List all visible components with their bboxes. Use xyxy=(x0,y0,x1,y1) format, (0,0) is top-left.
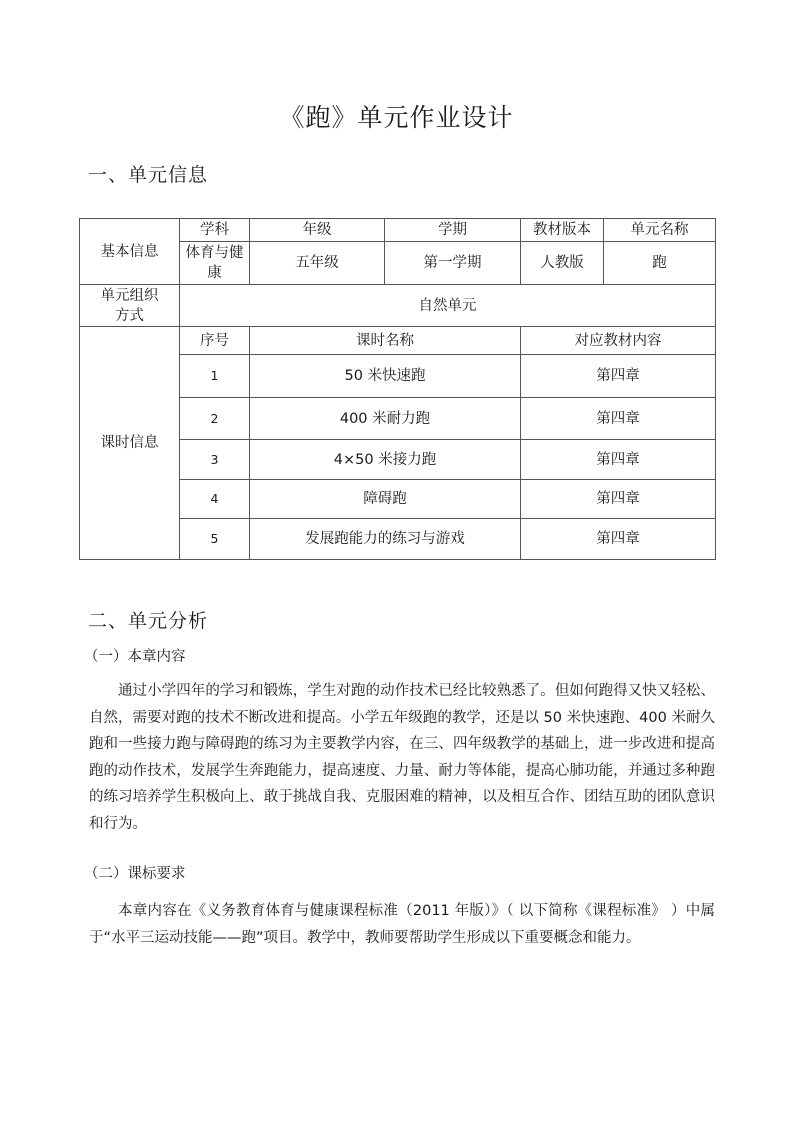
lesson-name: 50 米快速跑 xyxy=(250,355,521,398)
lesson-name: 发展跑能力的练习与游戏 xyxy=(250,519,521,560)
lesson-content: 第四章 xyxy=(521,440,716,480)
header-textbook-version: 教材版本 xyxy=(521,219,604,242)
header-unit-name: 单元名称 xyxy=(604,219,716,242)
subsection-heading-curriculum-requirements: （二）课标要求 xyxy=(84,866,186,882)
lesson-no: 4 xyxy=(180,480,250,519)
table-row xyxy=(80,285,716,327)
lesson-name: 4×50 米接力跑 xyxy=(250,440,521,480)
curriculum-requirements-paragraph: 本章内容在《义务教育体育与健康课程标准（2011 年版）》（ 以下简称《课程标准》 ）中属于“水平三运动技能——跑”项目。教学中，教师要帮助学生形成以下重要概念和能力。 xyxy=(89,903,715,946)
lesson-name: 障碍跑 xyxy=(250,480,521,519)
header-lesson-content: 对应教材内容 xyxy=(521,327,716,355)
chapter-content-paragraph: 通过小学四年的学习和锻炼，学生对跑的动作技术已经比较熟悉了。但如何跑得又快又轻松、自然，需要对跑的技术不断改进和提高。小学五年级跑的教学，还是以 50 米快速跑、400 米耐久跑和一些接力跑与障碍跑的练习为主要教学内容，在三、四年级教学的基础上，进一步改进和提高跑的动作技术，发展学生奔跑能力，提高速度、力量、耐力等体能，提高心肺功能，并通过多种跑的练习培养学生积极向上、敢于挑战自我、克服困难的精神，以及相互合作、团结互助的团队意识和行为。 xyxy=(89,683,715,832)
header-lesson-name: 课时名称 xyxy=(250,327,521,355)
lesson-info-label: 课时信息 xyxy=(80,327,180,560)
unit-info-table xyxy=(79,218,716,560)
lesson-no: 3 xyxy=(180,440,250,480)
value-textbook-version: 人教版 xyxy=(521,242,604,285)
lesson-content: 第四章 xyxy=(521,519,716,560)
lesson-no: 5 xyxy=(180,519,250,560)
value-grade: 五年级 xyxy=(250,242,385,285)
org-label: 单元组织方式 xyxy=(80,285,180,327)
header-subject: 学科 xyxy=(180,219,250,242)
lesson-no: 2 xyxy=(180,398,250,440)
table-row xyxy=(80,219,716,242)
section-heading-unit-analysis: 二、单元分析 xyxy=(88,610,209,632)
lesson-content: 第四章 xyxy=(521,398,716,440)
org-value: 自然单元 xyxy=(180,285,716,327)
lesson-no: 1 xyxy=(180,355,250,398)
header-semester: 学期 xyxy=(385,219,521,242)
header-grade: 年级 xyxy=(250,219,385,242)
header-lesson-no: 序号 xyxy=(180,327,250,355)
subsection-heading-chapter-content: （一）本章内容 xyxy=(84,649,186,665)
section-heading-unit-info: 一、单元信息 xyxy=(88,164,209,186)
value-semester: 第一学期 xyxy=(385,242,521,285)
basic-info-label: 基本信息 xyxy=(80,219,180,285)
value-subject: 体育与健康 xyxy=(180,242,250,285)
lesson-content: 第四章 xyxy=(521,480,716,519)
document-title: 《跑》单元作业设计 xyxy=(279,103,514,132)
table-row xyxy=(80,327,716,355)
value-unit-name: 跑 xyxy=(604,242,716,285)
lesson-name: 400 米耐力跑 xyxy=(250,398,521,440)
lesson-content: 第四章 xyxy=(521,355,716,398)
